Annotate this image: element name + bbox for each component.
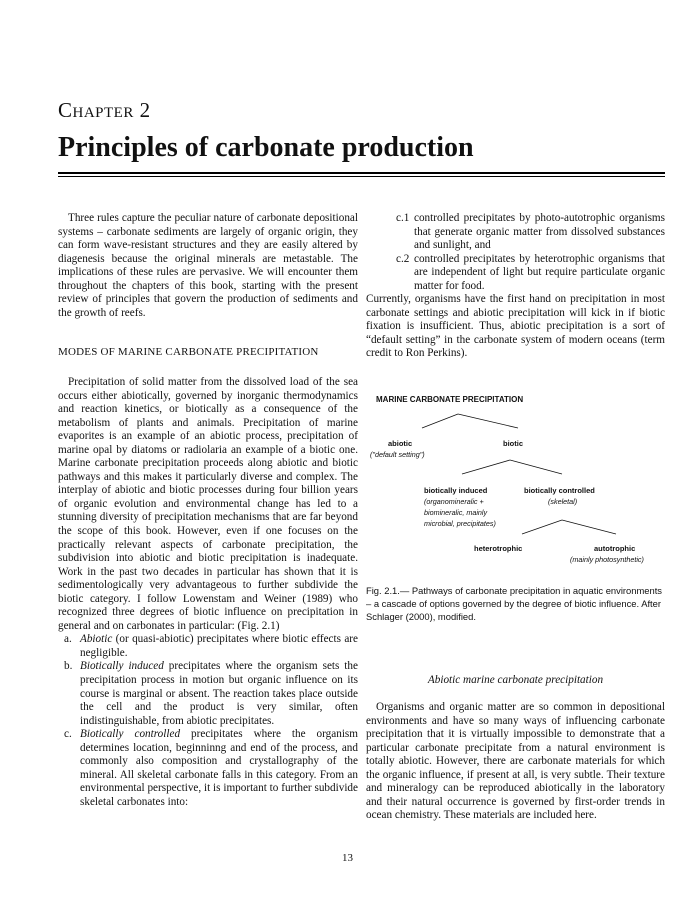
precipitation-tree-diagram [366, 392, 665, 570]
title-rule-thick [58, 172, 665, 174]
chapter-title: Principles of carbonate production [58, 132, 474, 163]
node-biotically-controlled: biotically controlled [524, 486, 595, 495]
node-induced-note-1: (organomineralic + [424, 497, 484, 506]
left-body [58, 376, 358, 810]
intro-paragraph: Three rules capture the peculiar nature of carbonate depositional systems – carbonate sediments are largely of organic origin, they can form wave-resistant structures and they are easily altered by diagenesis because the original minerals are metastable. The implications of these rules are pervasive. We will encounter them throughout the chapters of this book, starting with the present review of principles that govern the production of sediments and the growth of reefs. [58, 212, 358, 319]
subsection-heading: Abiotic marine carbonate precipitation [427, 674, 604, 686]
abiotic-paragraph: Organisms and organic matter are so common in depositional environments and have so many ways of influencing carbonate precipitation that it is virtually impossible to demonstrate that a particular carbonate precipitate from a natural environment is totally abiotic. However, there are carbonate materials for which the organic influence, if present at all, is very subtle. Their texture and mineralogy can be reproduced abiotically in the laboratory and their natural occurrence is governed by first-order trends in ocean chemistry. These materials are included here. [366, 701, 665, 822]
figure-2-1 [366, 392, 665, 570]
list-item: b. Biotically induced precipitates where the organism sets the precipitation process in motion but organic influence on its course is marginal or absent. The reaction takes place outside the cell and the product is very similar, often indistinguishable, from abiotic precipitates. [64, 660, 358, 727]
node-abiotic-note: ("default setting") [370, 450, 425, 459]
chapter-label: Chapter 2 [58, 98, 151, 122]
list-item: a. Abiotic (or quasi-abiotic) precipitates where biotic effects are negligible. [64, 633, 358, 659]
figure-caption: Fig. 2.1.— Pathways of carbonate precipitation in aquatic environments – a cascade of options governed by the degree of biotic influence. After Schlager (2000), modified. [366, 585, 662, 622]
title-rule-thin [58, 176, 665, 177]
node-biotic: biotic [503, 439, 523, 448]
list-item: c.1 controlled precipitates by photo-autotrophic organisms that generate organic matter from dissolved substances and sunlight, and [396, 212, 665, 252]
precipitation-paragraph: Precipitation of solid matter from the dissolved load of the sea occurs either abiotically, governed by inorganic thermodynamics and reaction kinetics, or biotically as a consequence of the metabolism of plants and animals. Precipitation of marine evaporites is an example of an abiotic process, precipitation of marine opal by diatoms or radiolaria an example of a biotic one. Marine carbonate precipitation proceeds along abiotic and biotic pathways and this makes it particularly diverse and complex. The interplay of abiotic and biotic processes during four billion years of organic evolution and environmental change has led to a stunning diversity of precipitation mechanisms that are far beyond the scope of this book. However, even if one focuses on the practically relevant aspects of carbonate precipitation, the subdivision into abiotic and biotic precipitation is inadequate. Work in the past two decades in particular has shown that it is sedimentologically very advantageous to further subdivide the biotic category. I follow Lowenstam and Weiner (1989) who recognized three degrees of biotic influence on precipitation in general and on carbonates in particular: (Fig. 2.1) [58, 376, 358, 632]
page-number: 13 [342, 852, 353, 864]
node-controlled-note: (skeletal) [548, 497, 578, 506]
list-item: c.2 controlled precipitates by heterotrophic organisms that are independent of light but require particulate organic matter for food. [396, 252, 665, 292]
node-induced-note-2: biomineralic, mainly [424, 508, 488, 517]
precipitation-list [58, 633, 358, 809]
currently-paragraph: Currently, organisms have the first hand on precipitation in most carbonate settings and abiotic precipitation will kick in if biotic fixation is insufficient. Thus, abiotic precipitation is a sort of “default setting” in the carbonate system of modern oceans (term credit to Ron Perkins). [366, 293, 665, 360]
node-induced-note-3: microbial, precipitates) [424, 519, 496, 528]
node-autotrophic-note: (mainly photosynthetic) [570, 555, 644, 564]
node-heterotrophic: heterotrophic [474, 544, 523, 553]
section-heading: MODES OF MARINE CARBONATE PRECIPITATION [58, 346, 319, 358]
node-autotrophic: autotrophic [594, 544, 636, 553]
list-item: c. Biotically controlled precipitates where the organism determines location, beginninng and end of the process, and commonly also composition and crystallography of the mineral. All skeletal carbonate falls in this category. From an environmental perspective, it is important to further subdivide skeletal carbonates into: [64, 728, 358, 808]
node-biotically-induced: biotically induced [424, 486, 488, 495]
abiotic-paragraph-block [366, 701, 665, 823]
node-abiotic: abiotic [388, 439, 413, 448]
figure-title: MARINE CARBONATE PRECIPITATION [376, 395, 524, 404]
sub-list [366, 212, 665, 293]
right-body-top [366, 212, 665, 361]
